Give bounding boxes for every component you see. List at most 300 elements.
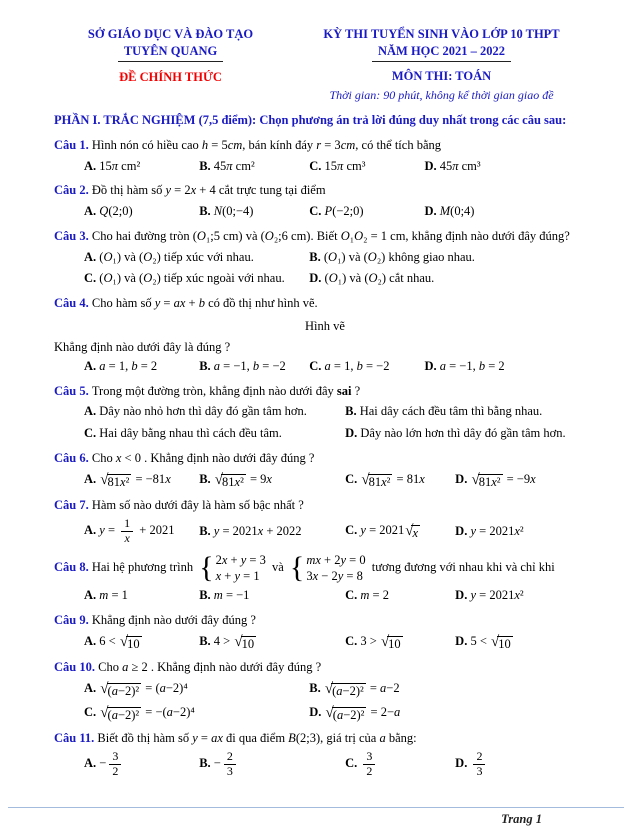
option-letter: D.: [455, 523, 471, 538]
text-run: (: [99, 271, 104, 286]
math-run: y: [240, 552, 247, 567]
text-run: 10: [127, 636, 140, 651]
text-run: 4 >: [213, 633, 234, 648]
math-run: π: [452, 158, 459, 173]
text-run: +: [227, 552, 241, 567]
text-run: = 81: [393, 471, 420, 486]
option-letter: A.: [84, 471, 100, 486]
text-run: = 1,: [105, 358, 132, 373]
math-run: O: [143, 249, 153, 264]
math-run: b: [478, 358, 486, 373]
radical-sign: √: [214, 471, 224, 488]
fraction: [109, 750, 121, 779]
math-run: O: [328, 271, 338, 286]
option-letter: B.: [199, 588, 214, 603]
left-brace: {: [199, 551, 214, 585]
math-run: h: [201, 137, 209, 152]
text-run: −2)²: [117, 707, 140, 722]
sqrt-expression: [119, 633, 142, 653]
denominator: [109, 764, 121, 779]
option-letter: B.: [309, 249, 324, 264]
text-run: = −1: [222, 588, 250, 603]
option-d: [455, 586, 596, 605]
text-run: ₂) cắt nhau.: [377, 271, 435, 286]
text-run: 3: [366, 748, 373, 763]
system-row: [306, 552, 365, 568]
radical-sign: √: [100, 704, 109, 721]
question-label: Câu 10.: [54, 660, 99, 675]
option-b: [199, 750, 345, 779]
math-run: a: [159, 680, 166, 695]
school-year: NĂM HỌC 2021 – 2022: [287, 43, 596, 62]
text-run: Cho hai đường tròn (: [91, 228, 197, 243]
system-row: [216, 552, 266, 568]
option-a: [84, 402, 345, 421]
text-run: = −2: [362, 358, 390, 373]
text-run: = 1: [108, 588, 128, 603]
question-label: Câu 6.: [54, 450, 92, 465]
option-letter: A.: [84, 204, 100, 219]
figure-placeholder: Hình vẽ: [305, 318, 345, 333]
text-run: = −1,: [445, 358, 479, 373]
text-run: = 3: [321, 137, 341, 152]
math-run: a: [99, 358, 106, 373]
option-letter: D.: [309, 704, 325, 719]
math-run: y: [154, 296, 161, 311]
math-run: ax: [173, 296, 186, 311]
option-b: [345, 402, 596, 421]
text-run: cm³: [343, 158, 366, 173]
option-letter: C.: [309, 158, 325, 173]
math-run: M: [439, 204, 451, 219]
option-c: [84, 269, 309, 288]
question-4: [54, 294, 596, 376]
text-run: = 9: [246, 471, 267, 486]
bold-text-run: sai: [336, 383, 352, 398]
radical-sign: √: [491, 633, 500, 650]
sqrt-expression: [214, 471, 246, 491]
option-letter: A.: [84, 158, 100, 173]
math-run: m: [99, 588, 109, 603]
math-run: cm: [340, 137, 356, 152]
option-letter: C.: [84, 271, 100, 286]
text-run: = 1,: [330, 358, 357, 373]
text-run: (0;4): [450, 204, 475, 219]
option-letter: B.: [309, 680, 324, 695]
option-d: [345, 424, 596, 443]
text-run: ₁) và (: [112, 249, 144, 264]
options-row: [54, 402, 596, 443]
option-letter: A.: [84, 588, 100, 603]
option-letter: B.: [199, 358, 214, 373]
text-run: Hai hệ phương trình: [91, 559, 197, 574]
math-run: y: [470, 523, 477, 538]
math-run: cm: [227, 137, 243, 152]
text-run: (2;3), giá trị của: [295, 731, 380, 746]
question-label: Câu 2.: [54, 183, 92, 198]
text-run: = −2: [259, 358, 286, 373]
text-run: +: [221, 568, 235, 583]
math-run: m: [213, 588, 223, 603]
math-run: O: [103, 271, 113, 286]
text-run: =: [366, 680, 381, 695]
text-run: = 8: [343, 568, 363, 583]
sqrt-expression: [325, 704, 367, 724]
option-letter: D.: [424, 158, 440, 173]
question-11: [54, 729, 596, 778]
question-body: [54, 382, 596, 401]
option-letter: C.: [345, 471, 361, 486]
option-letter: D.: [455, 756, 471, 771]
math-run: y: [340, 552, 347, 567]
text-run: −2)⁴: [172, 704, 195, 719]
math-run: a: [111, 683, 118, 698]
sqrt-expression: [100, 680, 141, 700]
question-2: [54, 181, 596, 221]
sqrt-expression: [361, 471, 392, 491]
text-run: = 5: [208, 137, 228, 152]
option-c: [84, 703, 309, 724]
text-run: 3: [306, 568, 313, 583]
math-run: x: [266, 471, 272, 486]
text-run: ²: [386, 474, 391, 489]
question-body: [54, 136, 596, 155]
text-run: = −1,: [220, 358, 253, 373]
text-run: =: [197, 731, 212, 746]
text-run: ₁: [349, 228, 355, 243]
text-run: = 2: [485, 358, 505, 373]
text-run: + 4 cắt trực tung tại điểm: [196, 183, 326, 198]
question-body: [54, 449, 596, 468]
text-run: tương đương với nhau khi và chỉ khi: [368, 559, 555, 574]
questions: [54, 136, 596, 779]
text-run: 3: [112, 748, 119, 763]
radicand: [368, 474, 393, 491]
radicand: [107, 683, 142, 700]
text-run: ₂;6 cm). Biết: [273, 228, 341, 243]
options-row: [54, 632, 596, 653]
page-number: Trang 1: [501, 812, 542, 826]
text-run: (: [332, 683, 337, 698]
question-body: [54, 552, 596, 585]
math-run: π: [226, 158, 233, 173]
system-rows: [216, 552, 266, 585]
options-row: [54, 248, 596, 289]
option-d: [455, 750, 596, 779]
option-d: [455, 522, 596, 541]
sqrt-expression: [100, 704, 141, 724]
text-run: 2: [226, 748, 233, 763]
question-body: [54, 729, 596, 748]
sqrt-expression: [234, 633, 256, 653]
math-run: a: [166, 704, 173, 719]
option-a: [84, 470, 199, 491]
option-c: [345, 586, 455, 605]
math-run: O: [143, 271, 153, 286]
radicand: [497, 636, 513, 653]
option-b: [199, 632, 345, 653]
header-right-block: [287, 26, 596, 103]
math-run: x: [115, 450, 122, 465]
option-letter: C.: [309, 204, 325, 219]
math-run: a: [394, 704, 401, 719]
text-run: −: [213, 756, 221, 771]
radicand: [126, 636, 142, 653]
text-run: Dây nào nhỏ hơn thì dây đó gần tâm hơn.: [99, 404, 307, 419]
question-8: [54, 552, 596, 605]
option-letter: A.: [84, 404, 100, 419]
text-run: 3: [226, 763, 233, 778]
text-run: = 2: [137, 358, 158, 373]
math-run: x: [165, 471, 171, 486]
radicand: [332, 707, 367, 724]
option-c: [345, 750, 455, 779]
option-letter: D.: [345, 426, 361, 441]
math-run: y: [234, 568, 241, 583]
text-run: 2: [215, 552, 222, 567]
option-a: [84, 679, 309, 700]
option-letter: C.: [345, 588, 361, 603]
question-9: [54, 611, 596, 652]
option-a: [84, 357, 199, 376]
footer-divider: [8, 807, 624, 808]
section-title: PHẦN I. TRẮC NGHIỆM (7,5 điểm): Chọn phương án trả lời đúng duy nhất trong các câu sau:: [54, 112, 567, 127]
text-run: (: [99, 249, 104, 264]
option-a: [84, 632, 199, 653]
question-label: Câu 11.: [54, 731, 98, 746]
math-run: x: [412, 525, 419, 540]
option-c: [345, 632, 455, 653]
option-b: [199, 470, 345, 491]
text-run: 81: [368, 474, 382, 489]
text-run: bằng:: [385, 731, 417, 746]
text-run: Khẳng định nào dưới đây là đúng ?: [54, 339, 231, 354]
option-letter: A.: [84, 358, 100, 373]
option-letter: C.: [84, 426, 100, 441]
options-row: [54, 679, 596, 723]
text-run: Cho: [98, 660, 123, 675]
text-run: − 2: [318, 568, 338, 583]
text-run: 5 <: [470, 633, 491, 648]
math-run: O: [264, 228, 274, 243]
math-run: O: [328, 249, 338, 264]
question-prompt: [54, 340, 596, 355]
math-run: a: [213, 358, 221, 373]
text-run: cm²: [118, 158, 141, 173]
math-run: y: [213, 523, 220, 538]
department-name: SỞ GIÁO DỤC VÀ ĐÀO TẠO: [87, 27, 254, 41]
option-b: [199, 357, 309, 376]
math-run: x: [514, 523, 520, 538]
text-run: 2: [366, 763, 373, 778]
question-body: [54, 181, 596, 200]
question-label: Câu 3.: [54, 228, 92, 243]
text-run: , bán kính đáy: [242, 137, 317, 152]
option-letter: A.: [84, 680, 100, 695]
math-run: x: [120, 474, 126, 489]
math-run: x: [419, 471, 425, 486]
math-run: B: [288, 731, 296, 746]
radicand: [107, 474, 132, 491]
option-letter: B.: [199, 633, 214, 648]
text-run: ²: [240, 474, 244, 489]
text-run: (2;0): [108, 204, 133, 219]
text-run: ₁;5 cm) và (: [205, 228, 265, 243]
text-run: = 2: [369, 588, 389, 603]
math-run: x: [124, 530, 130, 545]
text-run: 3 >: [360, 633, 380, 648]
math-run: y: [470, 588, 477, 603]
fraction: [473, 750, 485, 779]
math-run: x: [221, 552, 228, 567]
text-run: + 2022: [263, 523, 302, 538]
math-run: y: [337, 568, 344, 583]
text-run: 10: [241, 636, 255, 651]
math-run: r: [316, 137, 322, 152]
header-left-block: [54, 26, 287, 103]
math-run: O: [103, 249, 113, 264]
sqrt-expression: [324, 680, 366, 700]
subject-name: MÔN THI: TOÁN: [391, 68, 492, 83]
math-run: x: [491, 474, 497, 489]
radical-sign: √: [361, 471, 370, 488]
text-run: ?: [351, 383, 361, 398]
math-run: π: [337, 158, 344, 173]
text-run: = 0: [346, 552, 366, 567]
math-run: b: [131, 358, 138, 373]
question-label: Câu 5.: [54, 383, 92, 398]
option-letter: B.: [199, 158, 214, 173]
text-run: (: [324, 271, 329, 286]
radical-sign: √: [234, 633, 243, 650]
math-run: x: [215, 568, 222, 583]
text-run: = −9: [503, 471, 531, 486]
question-label: Câu 7.: [54, 498, 92, 513]
math-run: y: [360, 522, 366, 537]
text-run: = 2021: [365, 522, 405, 537]
option-letter: D.: [455, 471, 471, 486]
option-a: [84, 517, 199, 546]
text-run: 81: [478, 474, 492, 489]
text-run: = 2: [171, 183, 191, 198]
option-letter: A.: [84, 756, 100, 771]
radicand: [387, 636, 403, 653]
option-a: [84, 586, 199, 605]
text-run: Hình nón có hiều cao: [91, 137, 202, 152]
option-letter: B.: [199, 204, 214, 219]
option-b: [199, 522, 345, 541]
sqrt-expression: [471, 471, 502, 491]
text-run: ₁) và (: [112, 271, 144, 286]
text-run: Hai dây cách đều tâm thì bằng nhau.: [359, 404, 543, 419]
numerator: [363, 750, 375, 764]
option-letter: B.: [199, 756, 214, 771]
text-run: Đồ thị hàm số: [91, 183, 166, 198]
radical-sign: √: [119, 633, 129, 650]
exam-title: KỲ THI TUYỂN SINH VÀO LỚP 10 THPT: [323, 27, 560, 41]
numerator: [224, 750, 236, 764]
text-run: đi qua điểm: [222, 731, 289, 746]
text-run: Cho hàm số: [91, 296, 155, 311]
option-letter: C.: [309, 358, 325, 373]
options-row: [54, 586, 596, 605]
text-run: 10: [388, 636, 401, 651]
text-run: = 2021: [476, 588, 515, 603]
text-run: 81: [222, 474, 235, 489]
time-limit-note: Thời gian: 90 phút, không kể thời gian giao đề: [329, 87, 554, 102]
radicand: [331, 683, 366, 700]
math-run: N: [213, 204, 223, 219]
math-run: x: [234, 474, 241, 489]
text-run: 45: [439, 158, 453, 173]
denominator: [473, 764, 485, 779]
question-label: Câu 8.: [54, 559, 92, 574]
option-a: [84, 750, 199, 779]
option-d: [424, 157, 596, 176]
fraction: [121, 517, 133, 546]
text-run: −: [99, 756, 107, 771]
radical-sign: √: [471, 471, 480, 488]
math-run: O: [196, 228, 206, 243]
radicand: [107, 707, 142, 724]
numerator: [121, 517, 133, 531]
text-run: (0;−4): [222, 204, 254, 219]
math-run: ax: [211, 731, 223, 746]
question-body: [54, 227, 596, 246]
text-run: < 0 . Khẳng định nào dưới đây đúng ?: [121, 450, 315, 465]
text-run: Khẳng định nào dưới đây đúng ?: [91, 612, 256, 627]
option-letter: A.: [84, 633, 100, 648]
radical-sign: √: [380, 633, 390, 650]
text-run: = −81: [132, 471, 166, 486]
text-run: =: [104, 523, 119, 538]
text-run: = 2−: [367, 704, 395, 719]
radical-sign: √: [405, 522, 414, 539]
text-run: = 3: [246, 552, 266, 567]
option-letter: A.: [84, 523, 100, 538]
radical-sign: √: [325, 704, 334, 721]
option-c: [309, 157, 424, 176]
math-run: x: [381, 474, 387, 489]
option-c: [309, 357, 424, 376]
options-row: [54, 517, 596, 546]
text-run: + 2021: [136, 523, 175, 538]
text-run: −2)²: [342, 683, 364, 698]
radicand: [221, 474, 246, 491]
radicand: [478, 474, 503, 491]
option-letter: B.: [345, 404, 360, 419]
question-3: [54, 227, 596, 288]
math-run: a: [380, 680, 387, 695]
math-run: x: [530, 471, 536, 486]
option-letter: D.: [424, 204, 440, 219]
system-row: [216, 568, 266, 584]
text-run: 1: [124, 515, 131, 530]
option-letter: D.: [455, 588, 471, 603]
text-run: ₂) tiếp xúc ngoài với nhau.: [152, 271, 285, 286]
math-run: O: [354, 228, 364, 243]
left-brace: {: [289, 551, 305, 585]
question-label: Câu 1.: [54, 137, 92, 152]
text-run: cm³: [458, 158, 481, 173]
fraction: [224, 750, 236, 779]
option-b: [309, 248, 596, 267]
sqrt-expression: [491, 633, 513, 653]
radical-sign: √: [324, 680, 334, 697]
text-run: ₂) tiếp xúc với nhau.: [152, 249, 254, 264]
text-run: 81: [107, 474, 121, 489]
radicand: [241, 636, 257, 653]
